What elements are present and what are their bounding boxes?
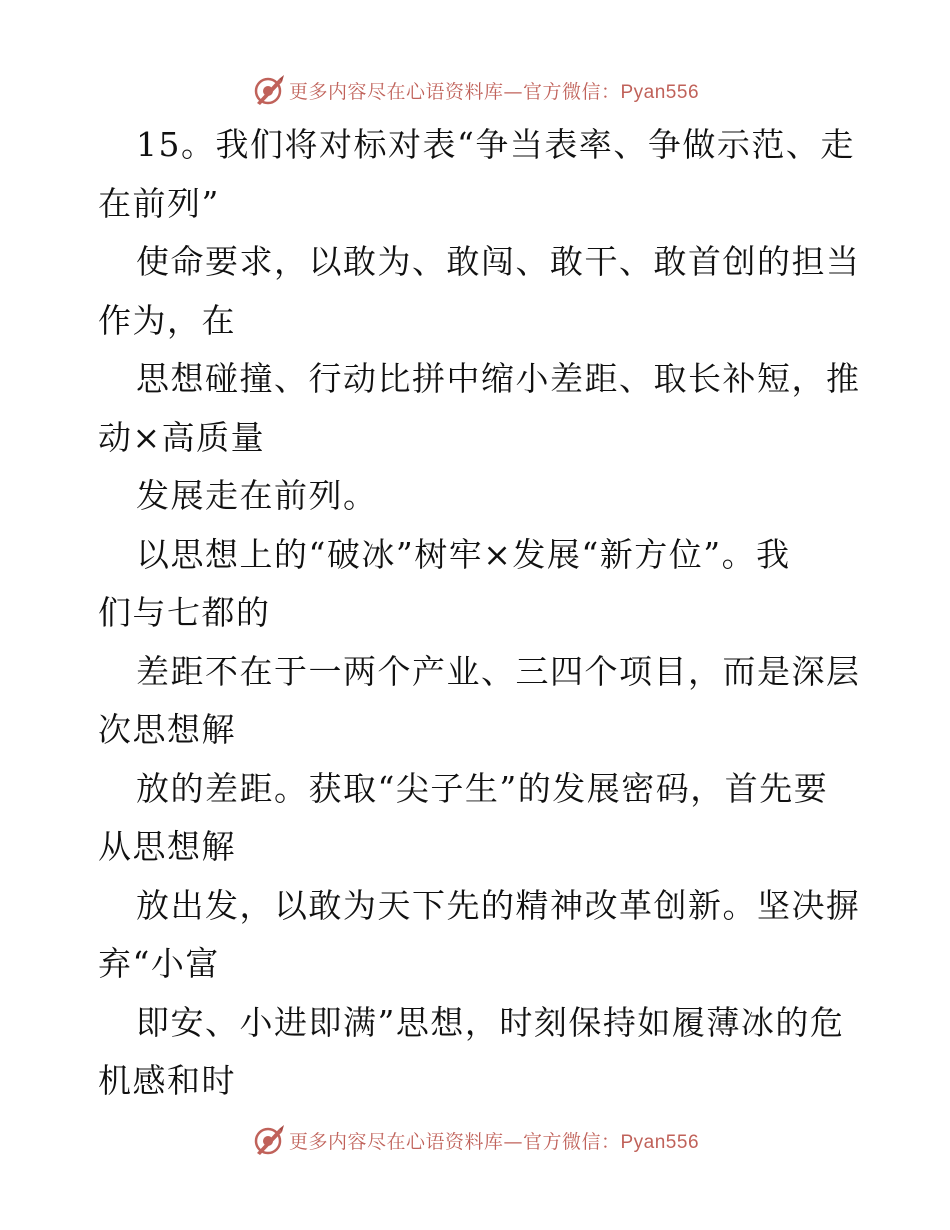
paragraph-line: 15。我们将对标对表“争当表率、争做示范、走 [136,125,855,164]
paragraph-line: 机感和时 [98,1061,236,1100]
paragraph-line: 作为，在 [98,300,236,340]
paragraph-line: 即安、小进即满”思想，时刻保持如履薄冰的危 [136,1002,845,1042]
paragraph-line: 们与七都的 [98,593,271,632]
footer-watermark [0,1120,950,1160]
paragraph-line: 思想碰撞、行动比拼中缩小差距、取长补短，推 [136,359,861,398]
paragraph-line: 差距不在于一两个产业、三四个项目，而是深层 [136,651,861,691]
paragraph-line: 从思想解 [98,827,236,866]
paragraph-line: 次思想解 [98,710,236,749]
paragraph-line: 放出发，以敢为天下先的精神改革创新。坚决摒 [136,885,861,925]
document-body [98,116,861,1111]
quill-pen-seal-icon [251,1123,285,1157]
watermark-text: 更多内容尽在心语资料库—官方微信：Pyan556 [288,1130,700,1153]
watermark-text: 更多内容尽在心语资料库—官方微信：Pyan556 [288,80,700,103]
paragraph-line: 弃“小富 [98,944,220,983]
paragraph-line: 以思想上的“破冰”树牢×发展“新方位”。我 [136,534,791,574]
paragraph-line: 动×高质量 [98,417,266,457]
paragraph-line: 在前列” [98,183,220,223]
quill-pen-seal-icon [251,73,285,107]
paragraph-line: 使命要求，以敢为、敢闯、敢干、敢首创的担当 [136,242,861,281]
header-watermark [0,70,950,110]
paragraph-line: 放的差距。获取“尖子生”的发展密码，首先要 [136,768,829,808]
paragraph-line: 发展走在前列。 [136,476,378,515]
